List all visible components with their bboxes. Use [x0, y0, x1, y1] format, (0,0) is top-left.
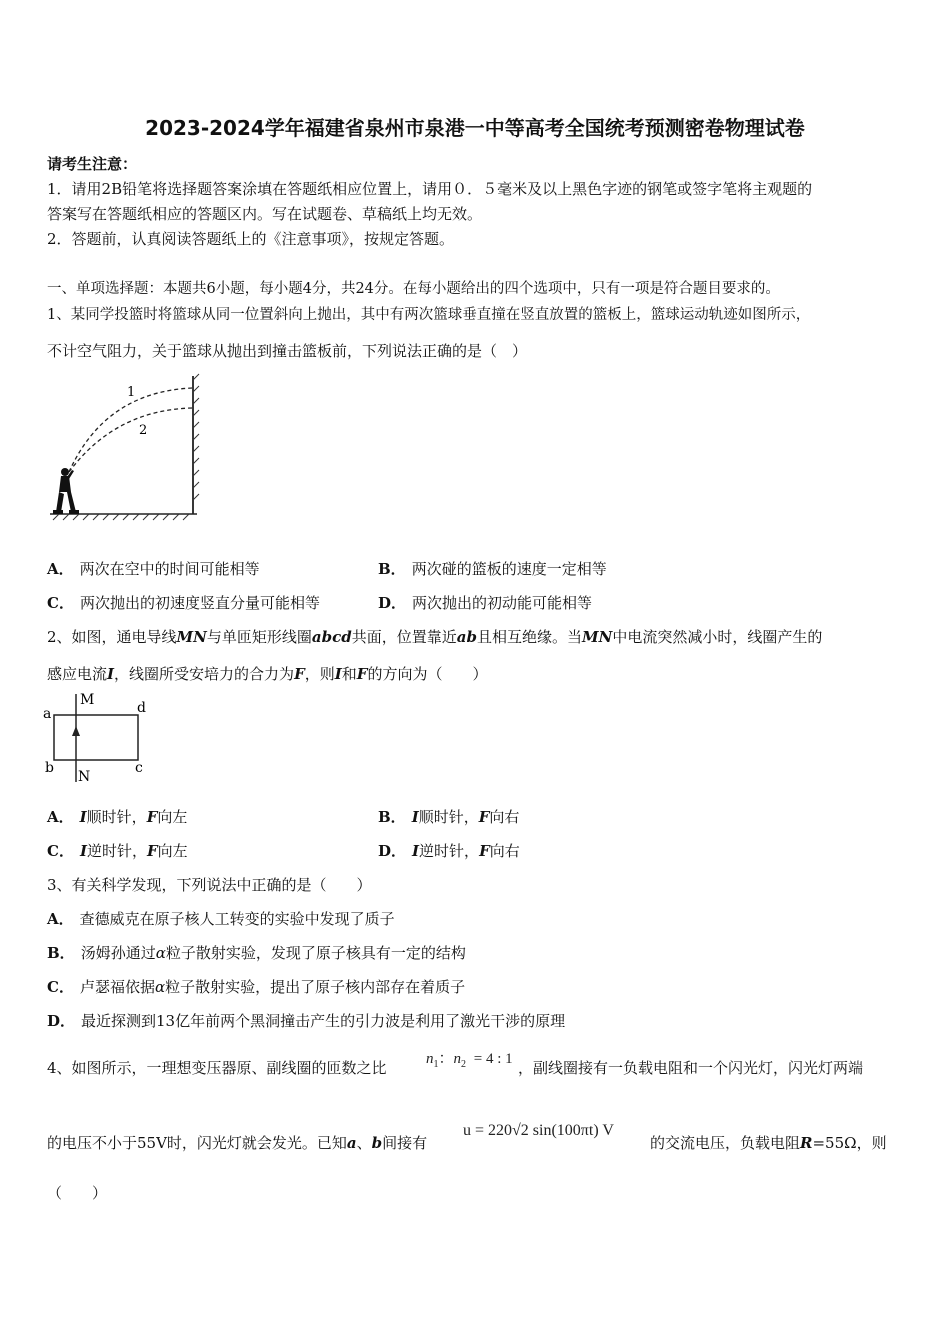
- q4-stem-line-2-end: 的交流电压，负载电阻R=55Ω，则: [650, 1134, 887, 1152]
- q1-option-c[interactable]: C． 两次抛出的初速度竖直分量可能相等: [47, 594, 320, 612]
- turns-ratio: $n_1$：$n_2 = 4$ : 1: [426, 1051, 513, 1070]
- q1-option-b[interactable]: B． 两次碰的篮板的速度一定相等: [378, 560, 607, 578]
- basketball-trajectory-figure: [45, 370, 205, 522]
- q1-stem-line-2: 不计空气阻力，关于篮球从抛出到撞击篮板前，下列说法正确的是（ ）: [47, 342, 528, 360]
- label-m: M: [80, 692, 95, 708]
- notice-heading: 请考生注意：: [47, 155, 138, 173]
- ground-hatching: [53, 514, 189, 520]
- q1-option-d[interactable]: D． 两次抛出的初动能可能相等: [378, 594, 593, 612]
- label-d: d: [137, 700, 146, 716]
- q3-option-d[interactable]: D． 最近探测到13亿年前两个黑洞撞击产生的引力波是利用了激光干涉的原理: [47, 1012, 566, 1030]
- q2-option-a[interactable]: A． I顺时针，F向左: [47, 808, 188, 826]
- q3-option-b[interactable]: B． 汤姆孙通过α粒子散射实验，发现了原子核具有一定的结构: [47, 944, 466, 962]
- q4-stem-line-1-end: ，副线圈接有一负载电阻和一个闪光灯，闪光灯两端: [518, 1059, 864, 1077]
- page-title: 2023-2024学年福建省泉州市泉港一中等高考全国统考预测密卷物理试卷: [145, 116, 805, 140]
- q1-option-a[interactable]: A． 两次在空中的时间可能相等: [47, 560, 260, 578]
- q2-stem-line-1: 2、如图，通电导线MN与单匝矩形线圈abcd共面，位置靠近ab且相互绝缘。当MN中电流突然减小时，线圈产生的: [47, 628, 823, 646]
- q2-option-d[interactable]: D． I逆时针，F向右: [378, 842, 520, 860]
- label-a: a: [43, 706, 52, 722]
- trajectory-1: [69, 388, 192, 472]
- label-b: b: [45, 760, 54, 776]
- q2-option-c[interactable]: C． I逆时针，F向左: [47, 842, 188, 860]
- trajectory-label-2: 2: [139, 423, 148, 438]
- section-heading: 一、单项选择题：本题共6小题，每小题4分，共24分。在每小题给出的四个选项中，只有一项是符合题目要求的。: [47, 281, 780, 297]
- player-figure: [53, 468, 79, 514]
- label-n: N: [78, 769, 91, 785]
- q1-stem-line-1: 1、某同学投篮时将篮球从同一位置斜向上抛出，其中有两次篮球垂直撞在竖直放置的篮板上，篮球运动轨迹如图所示，: [47, 307, 811, 323]
- current-arrow-icon: [72, 726, 80, 736]
- trajectory-label-1: 1: [127, 385, 136, 400]
- coil-rectangle: [54, 715, 138, 760]
- q3-option-c[interactable]: C． 卢瑟福依据α粒子散射实验，提出了原子核内部存在着质子: [47, 978, 466, 996]
- q3-stem: 3、有关科学发现，下列说法中正确的是（ ）: [47, 876, 372, 894]
- wire-coil-figure: [40, 688, 160, 788]
- q2-stem-line-2: 感应电流I，线圈所受安培力的合力为F，则I和F的方向为（ ）: [47, 665, 488, 683]
- notice-line-1a: 1．请用2B铅笔将选择题答案涂填在答题纸相应位置上，请用０．５毫米及以上黑色字迹的钢笔或签字笔将主观题的: [47, 180, 813, 198]
- label-c: c: [135, 760, 143, 776]
- voltage-formula: u = 220√2 sin(100πt) V: [463, 1122, 614, 1139]
- q2-option-b[interactable]: B． I顺时针，F向右: [378, 808, 520, 826]
- q4-stem-line-2-start: 的电压不小于55V时，闪光灯就会发光。已知a、b间接有: [47, 1134, 428, 1152]
- q4-answer-bracket: （ ）: [47, 1184, 108, 1202]
- notice-line-2: 2．答题前，认真阅读答题纸上的《注意事项》，按规定答题。: [47, 230, 455, 248]
- q4-stem-line-1-start: 4、如图所示，一理想变压器原、副线圈的匝数之比: [47, 1059, 387, 1077]
- q3-option-a[interactable]: A． 查德威克在原子核人工转变的实验中发现了质子: [47, 910, 395, 928]
- notice-line-1b: 答案写在答题纸相应的答题区内。写在试题卷、草稿纸上均无效。: [47, 205, 483, 223]
